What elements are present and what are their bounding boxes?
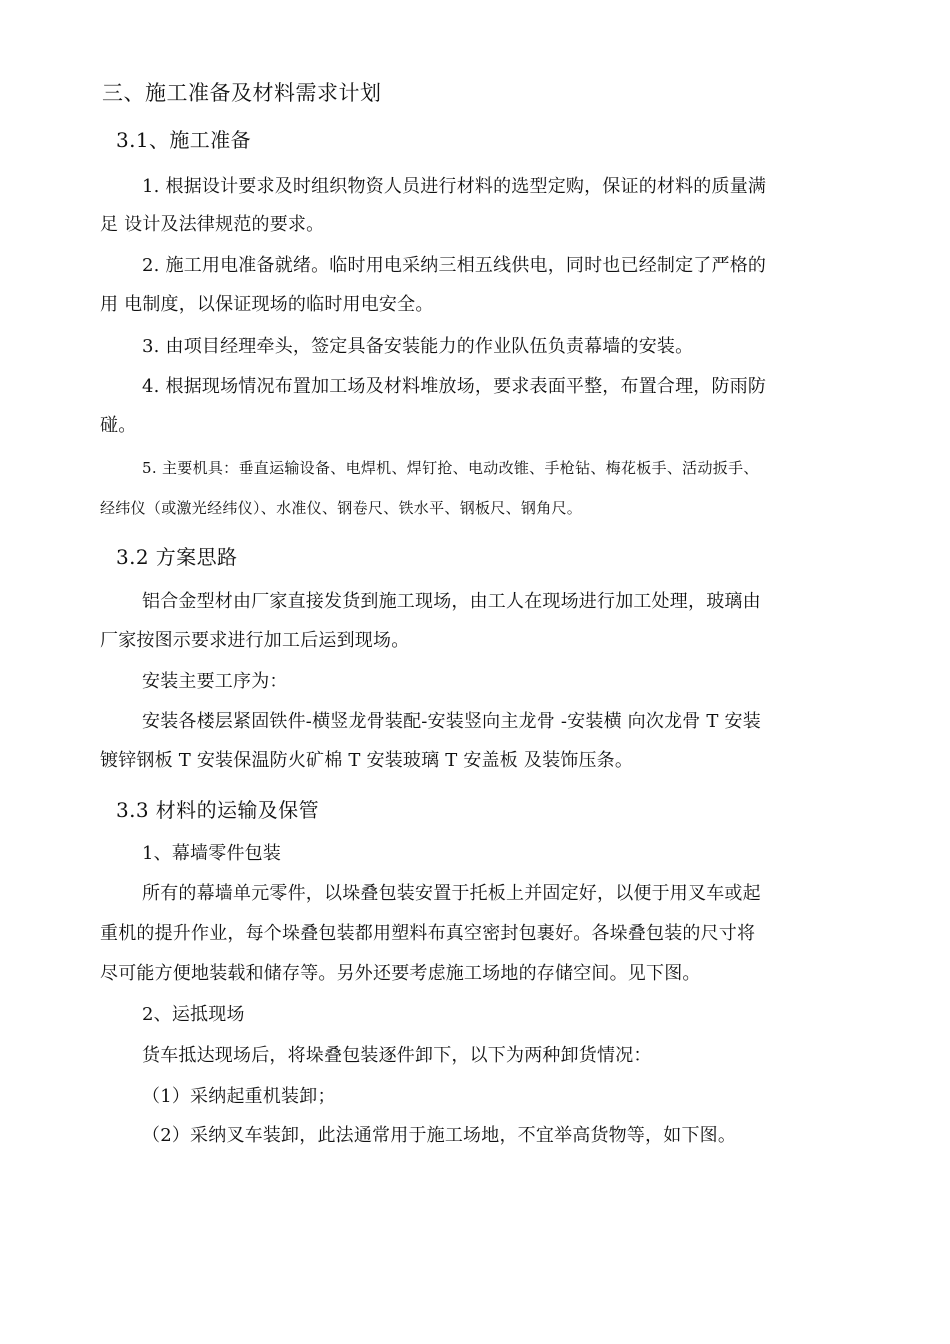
paragraph-line: 尽可能方便地装载和储存等。另外还要考虑施工场地的存储空间。见下图。 [100,963,701,984]
paragraph-line: 铝合金型材由厂家直接发货到施工现场，由工人在现场进行加工处理，玻璃由 [142,591,761,612]
subsection-heading-3-2: 3.2 方案思路 [116,545,238,569]
paragraph-line: 货车抵达现场后，将垛叠包装逐件卸下，以下为两种卸货情况： [142,1045,652,1066]
paragraph-line: 镀锌钢板 T 安装保温防火矿棉 T 安装玻璃 T 安盖板 及装饰压条。 [100,750,634,771]
paragraph-line: 3. 由项目经理牵头，签定具备安装能力的作业队伍负责幕墙的安装。 [142,336,694,357]
paragraph-line: 安装主要工序为： [142,671,288,692]
paragraph-line: 安装各楼层紧固铁件-横竖龙骨装配-安装竖向主龙骨 -安装横 向次龙骨 T 安装 [142,711,761,732]
paragraph-line: 厂家按图示要求进行加工后运到现场。 [100,630,410,651]
list-item: （2）采纳叉车装卸，此法通常用于施工场地，不宜举高货物等，如下图。 [142,1125,737,1146]
subheading-packaging: 1、幕墙零件包装 [142,843,282,864]
subheading-arrival: 2、运抵现场 [142,1004,245,1025]
section-title: 三、施工准备及材料需求计划 [102,81,382,105]
subsection-heading-3-3: 3.3 材料的运输及保管 [116,798,319,822]
paragraph-line: 经纬仪（或激光经纬仪）、水准仪、钢卷尺、铁水平、钢板尺、钢角尺。 [100,499,583,517]
paragraph-line: 1. 根据设计要求及时组织物资人员进行材料的选型定购，保证的材料的质量满 [142,176,767,197]
paragraph-line: 用 电制度，以保证现场的临时用电安全。 [100,294,434,315]
paragraph-line: 足 设计及法律规范的要求。 [100,214,325,235]
paragraph-line: 2. 施工用电准备就绪。临时用电采纳三相五线供电，同时也已经制定了严格的 [142,255,767,276]
paragraph-line: 4. 根据现场情况布置加工场及材料堆放场，要求表面平整，布置合理，防雨防 [142,376,767,397]
paragraph-line: 碰。 [100,415,137,436]
subsection-heading-3-1: 3.1、施工准备 [116,128,252,152]
list-item: （1）采纳起重机装卸； [142,1086,336,1107]
paragraph-line: 重机的提升作业，每个垛叠包装都用塑料布真空密封包裹好。各垛叠包装的尺寸将 [100,923,756,944]
paragraph-line: 所有的幕墙单元零件，以垛叠包装安置于托板上并固定好，以便于用叉车或起 [142,883,761,904]
paragraph-line: 5. 主要机具：垂直运输设备、电焊机、焊钉抢、电动改锥、手枪钻、梅花板手、活动扳手、 [142,459,759,477]
